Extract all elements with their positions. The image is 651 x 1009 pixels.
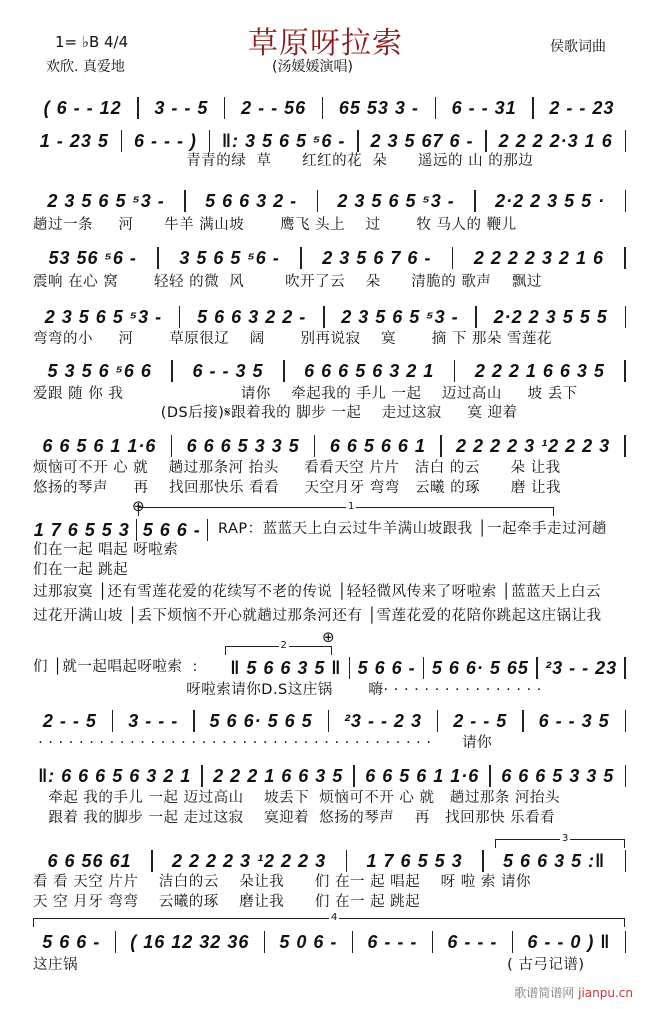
measure: 5 6 6· 5 65 <box>431 658 529 678</box>
measure: ‖: 6 6 6 5 6 3 2 1 <box>38 766 192 786</box>
lyric-line: 看 看 天空 片片 洁白的云 朵让我 们 在一 起 唱起 呀 啦 索 请你 <box>33 874 531 890</box>
barline <box>224 97 226 119</box>
barline <box>151 850 153 872</box>
measure: 6 - - - <box>447 932 498 952</box>
composer: 侯歌词曲 <box>550 39 606 55</box>
barline <box>137 97 139 119</box>
lyric-line: 趟过一条 河 牛羊 满山坡 鹰飞 头上 过 牧 马人的 鞭儿 <box>33 217 517 233</box>
key-signature: 1= ♭B 4/4 <box>55 33 129 51</box>
lyric-line: 青青的绿 草 红红的花 朵 遥远的 山 的那边 <box>33 153 534 169</box>
notation-system <box>30 764 628 788</box>
measure: 2 3 5 6 5 ⁵3 - <box>47 191 165 211</box>
measure: ( 6 - - 12 <box>43 98 122 118</box>
measure: 5 6 6· 5 6 5 <box>209 711 313 731</box>
barline <box>625 931 627 953</box>
measure: 1 7 6 5 5 3 <box>33 520 130 540</box>
barline <box>136 519 138 541</box>
lyric-line: 呀啦索请你D.S这庄锅 嗨· · · · · · · · · · · · · · · · <box>33 682 542 698</box>
barline <box>201 765 203 787</box>
measure: 2 3 5 67 6 - <box>370 131 474 151</box>
measure: 5 3 5 6 ⁵6 6 <box>47 361 152 381</box>
measure: ( 16 12 32 36 <box>130 932 250 952</box>
barline <box>157 247 159 269</box>
measure: 2 2 2 2 3 2 1 6 <box>473 248 604 268</box>
lyric-line: 跟着 我的脚步 一起 走过这寂 寞迎着 悠扬的琴声 再 找回那快 乐看看 <box>33 810 556 826</box>
measure: 3 - - - <box>128 711 179 731</box>
barline <box>440 435 442 457</box>
measure: ‖: 3 5 6 5 ⁵6 - <box>222 131 346 151</box>
tempo-marking: 欢欣. 真爱地 <box>46 59 125 75</box>
measure: ²3 - - 2 3 <box>343 711 422 731</box>
notation-system <box>30 246 628 270</box>
barline <box>115 931 117 953</box>
barline <box>625 710 627 732</box>
barline <box>624 435 626 457</box>
barline <box>532 97 534 119</box>
measure: 5 0 6 - <box>279 932 338 952</box>
barline <box>209 130 211 152</box>
barline <box>283 360 285 382</box>
measure: 5 6 6 3 5 :‖ <box>503 851 606 871</box>
barline <box>625 306 627 328</box>
barline <box>625 850 627 872</box>
measure: 6 6 6 5 6 3 2 1 <box>304 361 435 381</box>
barline <box>624 657 626 679</box>
measure: 5 6 6 - <box>142 520 201 540</box>
lyric-line: · · · · · · · · · · · · · · · · · · · · · · · · · · · · · · · · · · · · · · · 请你 <box>33 735 493 751</box>
lyric-line: 震响 在心 窝 轻轻 的微 风 吹开了云 朵 清脆的 歌声 飘过 <box>33 274 542 290</box>
barline <box>485 130 487 152</box>
barline <box>171 360 173 382</box>
measure: 2 2 2 2 3 ¹2 2 2 3 <box>456 436 611 456</box>
lyric-line: 这庄锅 ( 古弓记谱) <box>33 957 585 973</box>
notation-system <box>30 305 628 329</box>
barline <box>300 247 302 269</box>
measure: 6 - - 0 ) ‖ <box>527 932 611 952</box>
barline <box>264 931 266 953</box>
barline <box>346 850 348 872</box>
barline <box>184 190 186 212</box>
measure: 5 6 6 3 2 - <box>205 191 298 211</box>
measure: ²3 - - 23 <box>545 658 618 678</box>
rap-lyric: RAP：蓝蓝天上白云过牛羊满山坡跟我 │一起牵手走过河趟 <box>218 521 607 537</box>
measure: 65 53 3 - <box>338 98 419 118</box>
measure: 6 - - 31 <box>451 98 517 118</box>
barline <box>349 657 351 679</box>
measure: 5 6 6 - <box>357 658 416 678</box>
notation-system <box>30 518 210 542</box>
notation-system <box>30 930 628 954</box>
measure: 6 - - 3 5 <box>192 361 264 381</box>
notation-system <box>30 129 628 153</box>
notation-system <box>30 96 628 120</box>
notation-system <box>30 709 628 733</box>
watermark: 歌谱简谱网 jianpu.cn <box>514 986 633 1000</box>
lyric-lead: 们 │就一起唱起呀啦索 : <box>33 659 198 675</box>
barline <box>624 247 626 269</box>
barline <box>328 710 330 732</box>
measure: 5 6 6 - <box>42 932 101 952</box>
lyric-line: 爱跟 随 你 我 请你 牵起我的 手儿 一起 迈过高山 坡 丢下 <box>33 386 578 402</box>
lyric-line: 过那寂寞 │还有雪莲花爱的花续写不老的传说 │轻轻微风传来了呀啦索 │蓝蓝天上白云 <box>33 584 602 600</box>
lyric-line: 悠扬的琴声 再 找回那快乐 看看 天空月牙 弯弯 云曦 的琢 磨 让我 <box>33 480 561 496</box>
singer: (汤媛媛演唱) <box>272 59 353 75</box>
barline <box>323 306 325 328</box>
measure: 6 - - - ) <box>133 131 197 151</box>
lyric-line: 烦恼可不开 心 就 趟过那条河 抬头 看看天空 片片 洁白 的云 朵 让我 <box>33 460 561 476</box>
barline <box>435 97 437 119</box>
measure: 3 - - 5 <box>154 98 209 118</box>
barline <box>314 435 316 457</box>
measure: 6 6 6 5 3 3 5 <box>501 766 615 786</box>
measure: 6 - - 3 5 <box>538 711 610 731</box>
barline <box>474 190 476 212</box>
measure: 2·2 2 3 5 5 5 <box>493 307 608 327</box>
measure: 2 - - 5 <box>42 711 97 731</box>
barline <box>625 190 627 212</box>
measure: 2 - - 56 <box>241 98 307 118</box>
barline <box>489 765 491 787</box>
notation-system <box>30 849 628 873</box>
volta-2: 2 <box>225 646 332 655</box>
measure: 2·2 2 3 5 5 · <box>495 191 606 211</box>
measure: 6 6 5 6 6 1 <box>329 436 426 456</box>
lyric-line: (DS后接)𝄋跟着我的 脚步 一起 走过这寂 寞 迎着 <box>33 405 518 421</box>
barline <box>475 306 477 328</box>
barline <box>437 710 439 732</box>
measure: ‖ 5 6 6 3 5 ‖ <box>230 658 342 678</box>
barline <box>522 710 524 732</box>
notation-system <box>225 656 628 680</box>
measure: 2 2 2 2 3 ¹2 2 2 3 <box>171 851 327 871</box>
measure: 2 - - 23 <box>549 98 615 118</box>
barline <box>322 97 324 119</box>
coda-icon: ⊕ <box>322 628 335 646</box>
barline <box>482 850 484 872</box>
barline <box>179 306 181 328</box>
measure: 6 6 6 5 3 3 5 <box>186 436 300 456</box>
notation-system <box>30 359 628 383</box>
measure: 1 - 23 5 <box>39 131 109 151</box>
measure: 2 2 2 1 6 6 3 5 <box>474 361 605 381</box>
measure: 2 3 5 6 5 ⁵3 - <box>341 307 459 327</box>
measure: 1 7 6 5 5 3 <box>366 851 463 871</box>
barline <box>357 130 359 152</box>
lyric-line: 们在一起 跳起 <box>33 562 129 578</box>
volta-4: 4 <box>33 918 625 927</box>
song-title: 草原呀拉索 <box>248 26 403 61</box>
barline <box>452 247 454 269</box>
barline <box>352 931 354 953</box>
lyric-line: 过花开满山坡 │丢下烦恼不开心就趟过那条河还有 │雪莲花爱的花陪你跳起这庄锅让我 <box>33 608 602 624</box>
barline <box>625 130 627 152</box>
barline <box>454 360 456 382</box>
notation-system <box>30 189 628 213</box>
lyric-line: 天 空 月牙 弯弯 云曦的琢 磨让我 们 在一 起 跳起 <box>33 894 421 910</box>
measure: 6 - - - <box>367 932 418 952</box>
barline <box>121 130 123 152</box>
measure: 5 6 6 3 2 2 - <box>197 307 307 327</box>
measure: 2 3 5 6 5 ⁵3 - <box>44 307 163 327</box>
measure: 2 3 5 6 5 ⁵3 - <box>337 191 455 211</box>
barline <box>193 710 195 732</box>
measure: 2 - - 5 <box>453 711 508 731</box>
measure: 6 6 56 61 <box>47 851 132 871</box>
lyric-line: 们在一起 唱起 呀啦索 <box>33 542 179 558</box>
measure: 6 6 5 6 1 1·6 <box>365 766 480 786</box>
measure: 2 2 2 2·3 1 6 <box>498 131 613 151</box>
barline <box>624 360 626 382</box>
barline <box>512 931 514 953</box>
volta-3: 3 <box>495 839 625 848</box>
barline <box>625 765 627 787</box>
measure: 2 3 5 6 7 6 - <box>322 248 432 268</box>
volta-1: 1 <box>138 507 554 516</box>
measure: 2 2 2 1 6 6 3 5 <box>213 766 344 786</box>
lyric-line: 牵起 我的手儿 一起 迈过高山 坡丢下 烦恼可不开 心 就 趟过那条 河抬头 <box>33 790 560 806</box>
barline <box>112 710 114 732</box>
barline <box>432 931 434 953</box>
notation-system <box>30 434 628 458</box>
lyric-line: 弯弯的小 河 草原很辽 阔 别再说寂 寞 摘 下 那朵 雪莲花 <box>33 331 553 347</box>
barline <box>353 765 355 787</box>
barline <box>207 519 209 541</box>
barline <box>317 190 319 212</box>
barline <box>536 657 538 679</box>
barline <box>423 657 425 679</box>
barline <box>171 435 173 457</box>
measure: 53 56 ⁵6 - <box>48 248 137 268</box>
measure: 3 5 6 5 ⁵6 - <box>179 248 280 268</box>
measure: 6 6 5 6 1 1·6 <box>42 436 157 456</box>
coda-icon: ⊕ <box>132 497 145 515</box>
